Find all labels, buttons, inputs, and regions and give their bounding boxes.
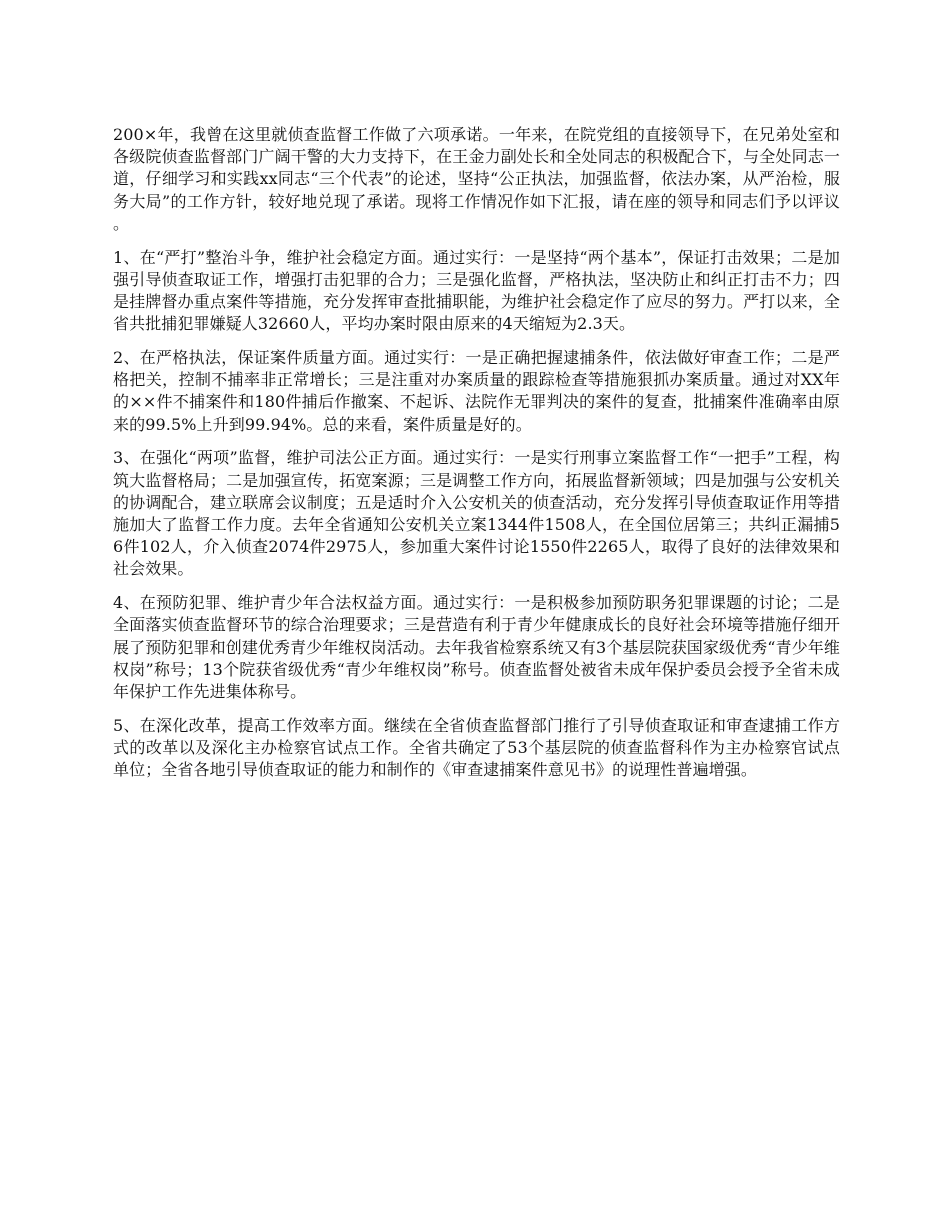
paragraph-item-1: 1、在“严打”整治斗争，维护社会稳定方面。通过实行：一是坚持“两个基本”，保证打击效果；二是加强引导侦查取证工作，增强打击犯罪的合力；三是强化监督，严格执法，坚决防止和纠正打击不力；四是挂牌督办重点案件等措施，充分发挥审查批捕职能，为维护社会稳定作了应尽的努力。严打以来，全省共批捕犯罪嫌疑人32660人，平均办案时限由原来的4天缩短为2.3天。 — [113, 247, 840, 334]
paragraph-item-5: 5、在深化改革，提高工作效率方面。继续在全省侦查监督部门推行了引导侦查取证和审查逮捕工作方式的改革以及深化主办检察官试点工作。全省共确定了53个基层院的侦查监督科作为主办检察官试点单位；全省各地引导侦查取证的能力和制作的《审查逮捕案件意见书》的说理性普遍增强。 — [113, 715, 840, 780]
paragraph-item-4: 4、在预防犯罪、维护青少年合法权益方面。通过实行：一是积极参加预防职务犯罪课题的讨论；二是全面落实侦查监督环节的综合治理要求；三是营造有利于青少年健康成长的良好社会环境等措施仔细开展了预防犯罪和创建优秀青少年维权岗活动。去年我省检察系统又有3个基层院获国家级优秀“青少年维权岗”称号；13个院获省级优秀“青少年维权岗”称号。侦查监督处被省未成年保护委员会授予全省未成年保护工作先进集体称号。 — [113, 593, 840, 702]
paragraph-intro: 200×年，我曾在这里就侦查监督工作做了六项承诺。一年来，在院党组的直接领导下，在兄弟处室和各级院侦查监督部门广阔干警的大力支持下，在王金力副处长和全处同志的积极配合下，与全处同志一道，仔细学习和实践xx同志“三个代表”的论述，坚持“公正执法，加强监督，依法办案，从严治检，服务大局”的工作方针，较好地兑现了承诺。现将工作情况作如下汇报，请在座的领导和同志们予以评议。 — [113, 125, 840, 233]
paragraph-item-3: 3、在强化“两项”监督，维护司法公正方面。通过实行：一是实行刑事立案监督工作“一把手”工程，构筑大监督格局；二是加强宣传，拓宽案源；三是调整工作方向，拓展监督新领域；四是加强与公安机关的协调配合，建立联席会议制度；五是适时介入公安机关的侦查活动，充分发挥引导侦查取证作用等措施加大了监督工作力度。去年全省通知公安机关立案1344件1508人，在全国位居第三；共纠正漏捕56件102人，介入侦查2074件2975人，参加重大案件讨论1550件2265人，取得了良好的法律效果和社会效果。 — [113, 448, 840, 579]
document-body — [113, 124, 840, 793]
paragraph-item-2: 2、在严格执法，保证案件质量方面。通过实行：一是正确把握逮捕条件，依法做好审查工作；二是严格把关，控制不捕率非正常增长；三是注重对办案质量的跟踪检查等措施狠抓办案质量。通过对XX年的××件不捕案件和180件捕后作撤案、不起诉、法院作无罪判决的案件的复查，批捕案件准确率由原来的99.5%上升到99.94%。总的来看，案件质量是好的。 — [113, 348, 840, 434]
